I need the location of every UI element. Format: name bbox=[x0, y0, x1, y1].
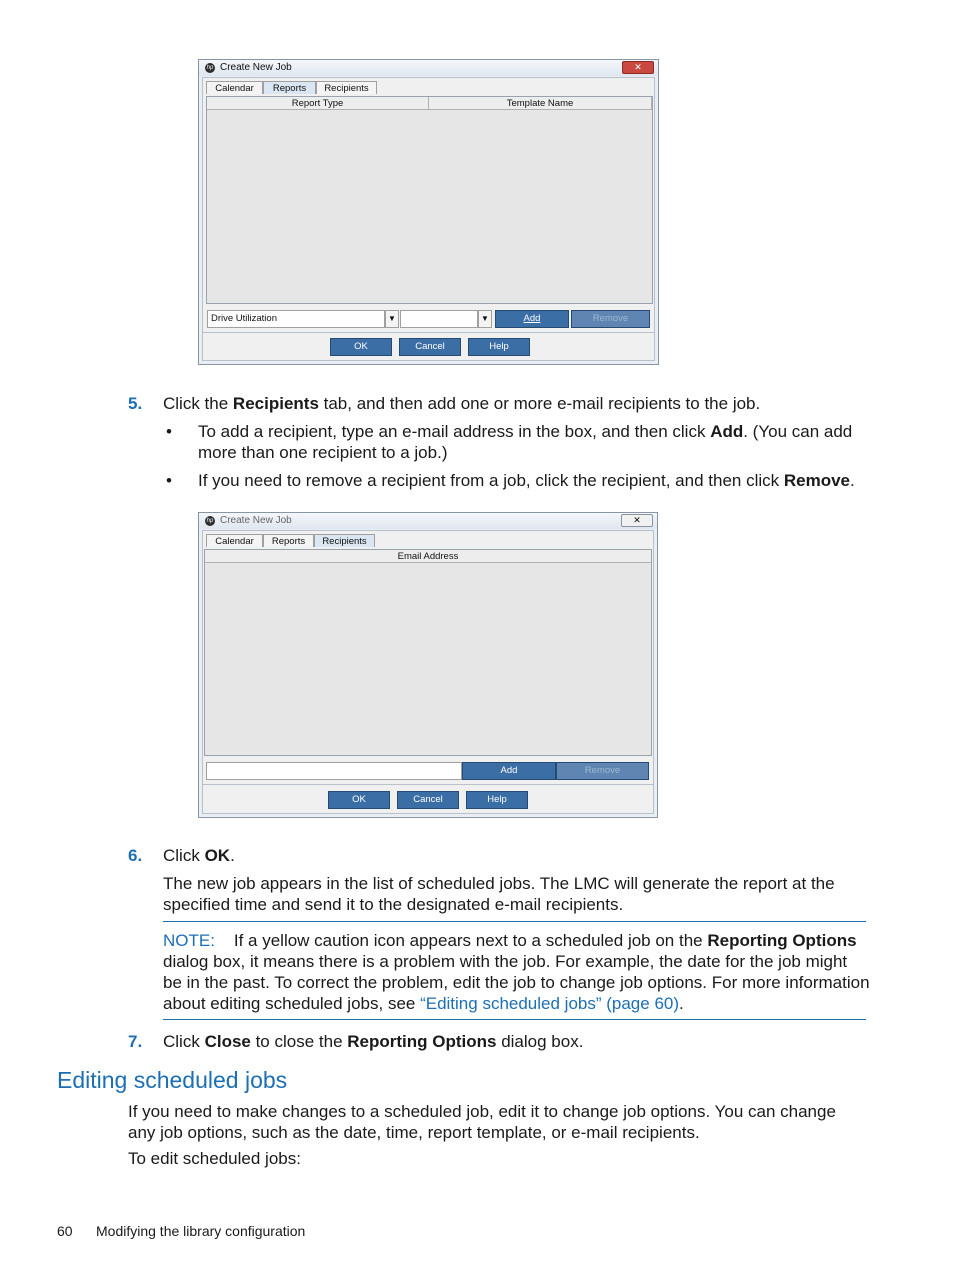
hp-logo-icon: hp bbox=[206, 65, 214, 71]
footer-chapter: Modifying the library configuration bbox=[96, 1223, 306, 1239]
create-job-dialog-reports bbox=[198, 59, 659, 365]
step-number: 6. bbox=[128, 846, 143, 865]
recipients-table bbox=[204, 549, 652, 756]
hp-logo-icon: hp bbox=[206, 518, 214, 524]
report-type-select[interactable]: Drive Utilization bbox=[207, 310, 385, 328]
chevron-down-icon[interactable]: ▼ bbox=[478, 310, 492, 328]
section-heading: Editing scheduled jobs bbox=[57, 1067, 288, 1093]
add-button[interactable]: Add bbox=[495, 310, 569, 328]
step-number: 7. bbox=[128, 1032, 143, 1051]
editing-jobs-link[interactable]: “Editing scheduled jobs” (page 60) bbox=[420, 994, 680, 1013]
section-paragraph: To edit scheduled jobs: bbox=[128, 1149, 301, 1168]
cancel-button[interactable]: Cancel bbox=[397, 791, 459, 809]
column-header-template-name[interactable]: Template Name bbox=[429, 97, 652, 110]
help-button[interactable]: Help bbox=[466, 791, 528, 809]
column-header-email-address[interactable]: Email Address bbox=[205, 550, 651, 563]
step-text: Click Close to close the Reporting Options dialog box. bbox=[163, 1032, 584, 1051]
email-input[interactable] bbox=[206, 762, 462, 780]
page-number: 60 bbox=[57, 1223, 73, 1239]
note-top-rule bbox=[163, 921, 866, 922]
step-paragraph: The new job appears in the list of scheduled jobs. The LMC will generate the report at the specified time and send it to the designated e-mail recipients. bbox=[163, 874, 835, 914]
help-button[interactable]: Help bbox=[468, 338, 530, 356]
column-header-report-type[interactable]: Report Type bbox=[207, 97, 429, 110]
bullet-icon: • bbox=[166, 422, 172, 441]
note-box: NOTE: If a yellow caution icon appears next to a scheduled job on the Reporting Options dialog box, it means there is a problem with the job. For example, the date for the job might be in the past. To correct the problem, edit the job to change job options. For more information about editing scheduled jobs, see “Editing scheduled jobs” (page 60). bbox=[163, 931, 870, 1013]
bullet-text: If you need to remove a recipient from a job, click the recipient, and then click Remove. bbox=[198, 471, 855, 490]
dialog-titlebar bbox=[199, 60, 658, 76]
cancel-button[interactable]: Cancel bbox=[399, 338, 461, 356]
close-icon[interactable]: ✕ bbox=[621, 514, 653, 527]
dialog-body bbox=[202, 77, 655, 361]
tab-recipients[interactable]: Recipients bbox=[316, 81, 377, 94]
divider bbox=[203, 784, 653, 785]
tab-calendar[interactable]: Calendar bbox=[206, 81, 263, 94]
tab-recipients[interactable]: Recipients bbox=[314, 534, 375, 547]
bullet-text: To add a recipient, type an e-mail address in the box, and then click Add. (You can add more than one recipient to a job.) bbox=[198, 422, 853, 462]
chevron-down-icon[interactable]: ▼ bbox=[385, 310, 399, 328]
section-paragraph: If you need to make changes to a scheduled job, edit it to change job options. You can change any job options, such as the date, time, report template, or e-mail recipients. bbox=[128, 1102, 836, 1142]
add-button[interactable]: Add bbox=[462, 762, 556, 780]
remove-button[interactable]: Remove bbox=[556, 762, 649, 780]
step-text: Click OK. bbox=[163, 846, 235, 865]
template-select[interactable] bbox=[400, 310, 478, 328]
note-label: NOTE: bbox=[163, 931, 215, 950]
create-job-dialog-recipients bbox=[198, 512, 658, 818]
divider bbox=[203, 332, 654, 333]
note-bottom-rule bbox=[163, 1019, 866, 1020]
dialog-title: Create New Job bbox=[220, 515, 292, 526]
dialog-title: Create New Job bbox=[220, 62, 292, 73]
reports-table bbox=[206, 96, 653, 304]
remove-button[interactable]: Remove bbox=[571, 310, 650, 328]
tab-reports[interactable]: Reports bbox=[263, 81, 316, 94]
ok-button[interactable]: OK bbox=[328, 791, 390, 809]
step-text: Click the Recipients tab, and then add one or more e-mail recipients to the job. bbox=[163, 394, 761, 413]
tab-reports[interactable]: Reports bbox=[263, 534, 314, 547]
step-number: 5. bbox=[128, 394, 143, 413]
tab-calendar[interactable]: Calendar bbox=[206, 534, 263, 547]
dialog-body bbox=[202, 530, 654, 814]
dialog-titlebar bbox=[199, 513, 657, 529]
close-icon[interactable]: ✕ bbox=[622, 61, 654, 74]
bullet-icon: • bbox=[166, 471, 172, 490]
ok-button[interactable]: OK bbox=[330, 338, 392, 356]
